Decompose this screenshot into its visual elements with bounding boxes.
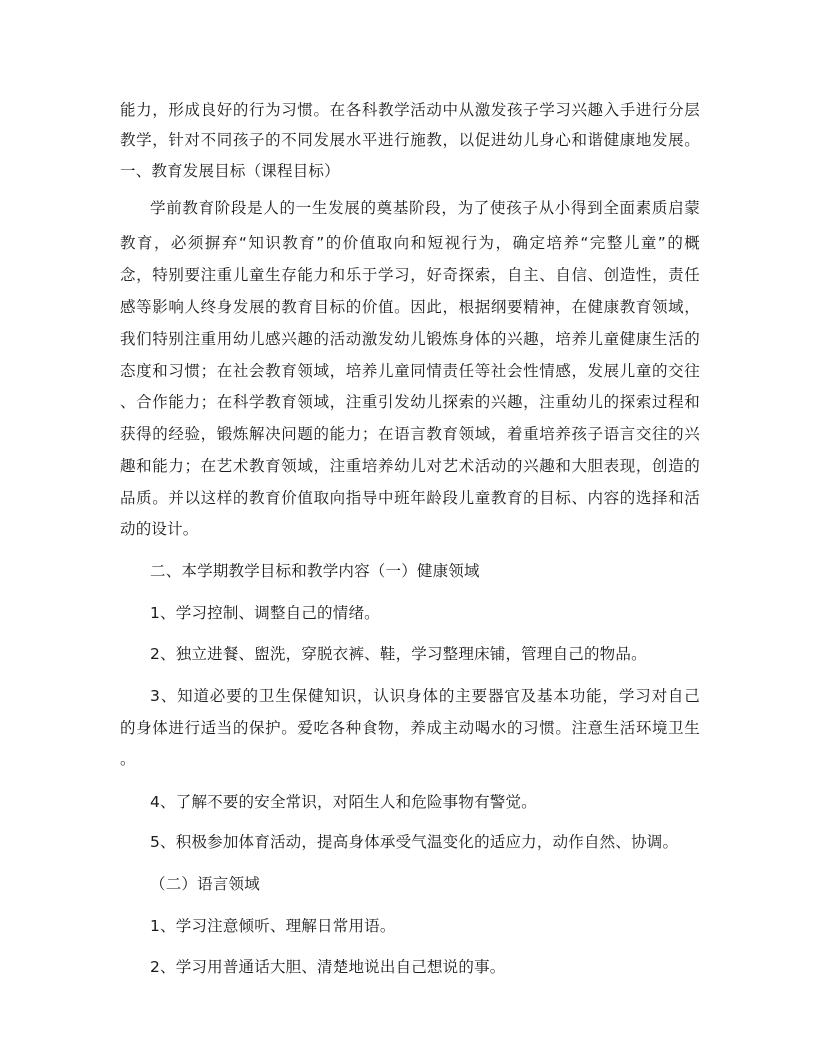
health-item-4: 4、了解不要的安全常识，对陌生人和危险事物有警觉。 (150, 793, 537, 811)
para-1-line-10: 品质。并以这样的教育价值取向指导中班年龄段儿童教育的目标、内容的选择和活 (120, 489, 700, 507)
section-heading-3: （二）语言领域 (150, 875, 260, 893)
para-1-line-9: 趣和能力；在艺术教育领域，注重培养幼儿对艺术活动的兴趣和大胆表现，创造的 (120, 457, 700, 475)
health-item-3-line-3: 。 (120, 750, 136, 768)
para-1-line-11: 动的设计。 (120, 520, 199, 538)
health-item-5: 5、积极参加体育活动，提高身体承受气温变化的适应力，动作自然、协调。 (150, 833, 679, 851)
para-1-line-3: 念，特别要注重儿童生存能力和乐于学习，好奇探索，自主、自信、创造性，责任 (120, 266, 700, 284)
section-heading-1: 一、教育发展目标（课程目标） (120, 162, 340, 180)
para-1-line-7: 、合作能力；在科学教育领域，注重引发幼儿探索的兴趣，注重幼儿的探索过程和 (120, 393, 700, 411)
intro-line-2: 教学，针对不同孩子的不同发展水平进行施教，以促进幼儿身心和谐健康地发展。 (120, 131, 700, 149)
intro-line-1: 能力，形成良好的行为习惯。在各科教学活动中从激发孩子学习兴趣入手进行分层 (120, 101, 700, 119)
health-item-2: 2、独立进餐、盥洗，穿脱衣裤、鞋，学习整理床铺，管理自己的物品。 (150, 645, 647, 663)
para-1-line-6: 态度和习惯；在社会教育领域，培养儿童同情责任等社会性情感，发展儿童的交往 (120, 362, 700, 380)
health-item-3-line-1: 3、知道必要的卫生保健知识，认识身体的主要器官及基本功能，学习对自己 (150, 687, 700, 705)
para-1-line-2: 教育，必须摒弃“知识教育”的价值取向和短视行为，确定培养“完整儿童”的概 (120, 234, 700, 252)
para-1-line-4: 感等影响人终身发展的教育目标的价值。因此，根据纲要精神，在健康教育领域， (120, 298, 700, 316)
health-item-3-line-2: 的身体进行适当的保护。爱吃各种食物，养成主动喝水的习惯。注意生活环境卫生 (120, 719, 700, 737)
para-1-line-1: 学前教育阶段是人的一生发展的奠基阶段，为了使孩子从小得到全面素质启蒙 (150, 199, 700, 217)
language-item-2: 2、学习用普通话大胆、清楚地说出自己想说的事。 (150, 958, 506, 976)
language-item-1: 1、学习注意倾听、理解日常用语。 (150, 917, 396, 935)
section-heading-2: 二、本学期教学目标和教学内容（一）健康领域 (150, 562, 480, 580)
para-1-line-5: 我们特别注重用幼儿感兴趣的活动激发幼儿锻炼身体的兴趣，培养儿童健康生活的 (120, 330, 700, 348)
para-1-line-8: 获得的经验，锻炼解决问题的能力；在语言教育领域，着重培养孩子语言交往的兴 (120, 425, 700, 443)
health-item-1: 1、学习控制、调整自己的情绪。 (150, 604, 380, 622)
